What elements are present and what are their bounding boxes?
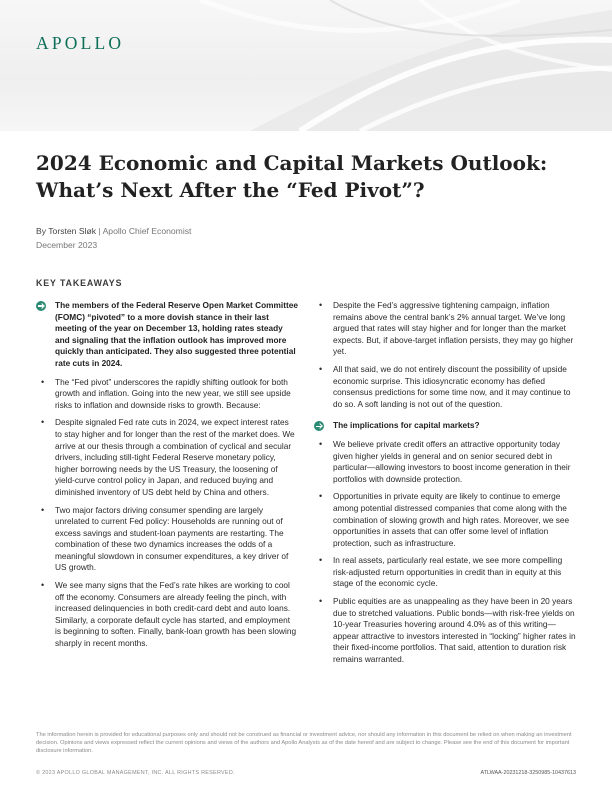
byline-separator: |: [96, 226, 103, 236]
document-id: ATLWAA-20231218-3250985-10437613: [480, 770, 576, 776]
right-column: [314, 300, 576, 672]
arrow-circle-icon: [36, 301, 46, 311]
bullet-text: Despite signaled Fed rate cuts in 2024, we expect interest rates to stay higher and for longer than the rest of the market does. We arrive at our thesis through a combination of cyclical and secular drivers, including still-tight Federal Reserve monetary policy, higher borrowing needs by the US Treasury, the loosening of yield-curve control policy in Japan, and reduced buying and diminished inventory of US debt held by China and others.: [55, 417, 295, 497]
disclaimer-text: The information herein is provided for educational purposes only and should not be construed as financial or investment advice, nor should any information in this document be relied on when making an investment decision. Opinions and views expressed reflect the current opinions and views of the authors and Apollo Analysts as of the date hereof and are subject to change. Please see the end of this document for important disclosure information.: [36, 732, 572, 755]
bullet-item: [36, 417, 298, 498]
bullet-text: We see many signs that the Fed’s rate hikes are working to cool off the economy. Consumers are already feeling the pinch, with increased delinquencies in both credit-card debt and auto loans. Similarly, a corporate default cycle has started, and employment is beginning to soften. Finally, bank-loan growth has been slowing sharply in recent months.: [55, 580, 297, 649]
byline: [36, 226, 191, 236]
lead-text: The members of the Federal Reserve Open Market Committee (FOMC) “pivoted” to a more dovish stance in their last meeting of the year on December 13, holding rates steady and signaling that the inflation outlook has improved more quickly than anticipated. They also suggested three potential rate cuts in 2024.: [55, 300, 298, 368]
bullet-item: [314, 596, 576, 666]
lead-item: [36, 300, 298, 370]
left-column: [36, 300, 298, 656]
apollo-logo: APOLLO: [36, 33, 125, 53]
bullet-text: Public equities are as unappealing as they have been in 20 years due to stretched valuations. Public bonds—with risk-free yields on 10-year Treasuries hovering around 4.0% as of this writing—appear attractive to investors interested in “locking” higher rates in their fixed-income portfolios. That said, attention to duration risk remains warranted.: [333, 596, 576, 665]
wave-graphic: [0, 0, 612, 131]
author-name: By Torsten Sløk: [36, 226, 97, 236]
bullet-text: In real assets, particularly real estate, we see more compelling risk-adjusted return opportunities in credit than in equity at this stage of the economic cycle.: [333, 555, 563, 589]
bullet-item: [314, 300, 576, 358]
arrow-circle-icon: [314, 421, 324, 431]
bullet-dot-icon: •: [41, 580, 45, 591]
bullet-text: Despite the Fed’s aggressive tightening campaign, inflation remains above the central bank’s 2% annual target. We’ve long argued that rates will stay higher and for longer than the market expects. But, if above-target inflation persists, they may go higher yet.: [333, 300, 574, 357]
copyright-text: © 2023 APOLLO GLOBAL MANAGEMENT, INC. ALL RIGHTS RESERVED.: [36, 770, 235, 776]
bullet-text: All that said, we do not entirely discount the possibility of upside economic surprise. This idiosyncratic economy has defied consensus predictions for some time now, and it may continue to do so. A soft landing is not out of the question.: [333, 363, 571, 409]
bullet-dot-icon: •: [319, 300, 323, 310]
bullet-text: The “Fed pivot” underscores the rapidly shifting outlook for both growth and inflation. Going into the new year, we still see upside risks to inflation and downside risks to growth. Because:: [55, 376, 291, 410]
bullet-item: [36, 505, 298, 575]
bullet-item: [36, 580, 298, 650]
bullet-dot-icon: •: [41, 504, 45, 515]
bullet-text: Two major factors driving consumer spending are largely unrelated to current Fed policy: Households are running out of excess savings and student-loan payments are restarting. The combination of these two dynamics increases the odds of a meaningful slowdown in consumer expenditures, a key driver of US growth.: [55, 504, 289, 573]
bullet-item: [314, 555, 576, 590]
bullet-dot-icon: •: [319, 438, 323, 449]
bullet-item: [314, 491, 576, 549]
bullet-dot-icon: •: [319, 363, 323, 374]
bullet-item: [314, 364, 576, 410]
page-title: 2024 Economic and Capital Markets Outlook: What’s Next After the “Fed Pivot”?: [36, 151, 548, 202]
bullet-item: [36, 377, 298, 412]
bullet-dot-icon: •: [41, 417, 45, 428]
lead-item: [314, 420, 576, 432]
header-banner: [0, 0, 612, 131]
publication-date: December 2023: [36, 240, 98, 250]
bullet-dot-icon: •: [319, 596, 323, 607]
bullet-dot-icon: •: [319, 555, 323, 566]
lead-text: The implications for capital markets?: [333, 420, 480, 431]
bullet-text: We believe private credit offers an attractive opportunity today given higher yields in general and on senior secured debt in particular—allowing investors to boost income generation in their portfolios with downside protection.: [333, 438, 571, 484]
section-heading: KEY TAKEAWAYS: [36, 278, 123, 288]
bullet-item: [314, 439, 576, 485]
author-role: Apollo Chief Economist: [102, 226, 192, 236]
bullet-dot-icon: •: [319, 491, 323, 502]
bullet-dot-icon: •: [41, 376, 45, 387]
bullet-text: Opportunities in private equity are likely to continue to emerge among potential distressed companies that come along with the combination of slowing growth and high rates. Moreover, we see opportunities in assets that can offer some level of inflation protection, such as infrastructure.: [333, 491, 570, 548]
